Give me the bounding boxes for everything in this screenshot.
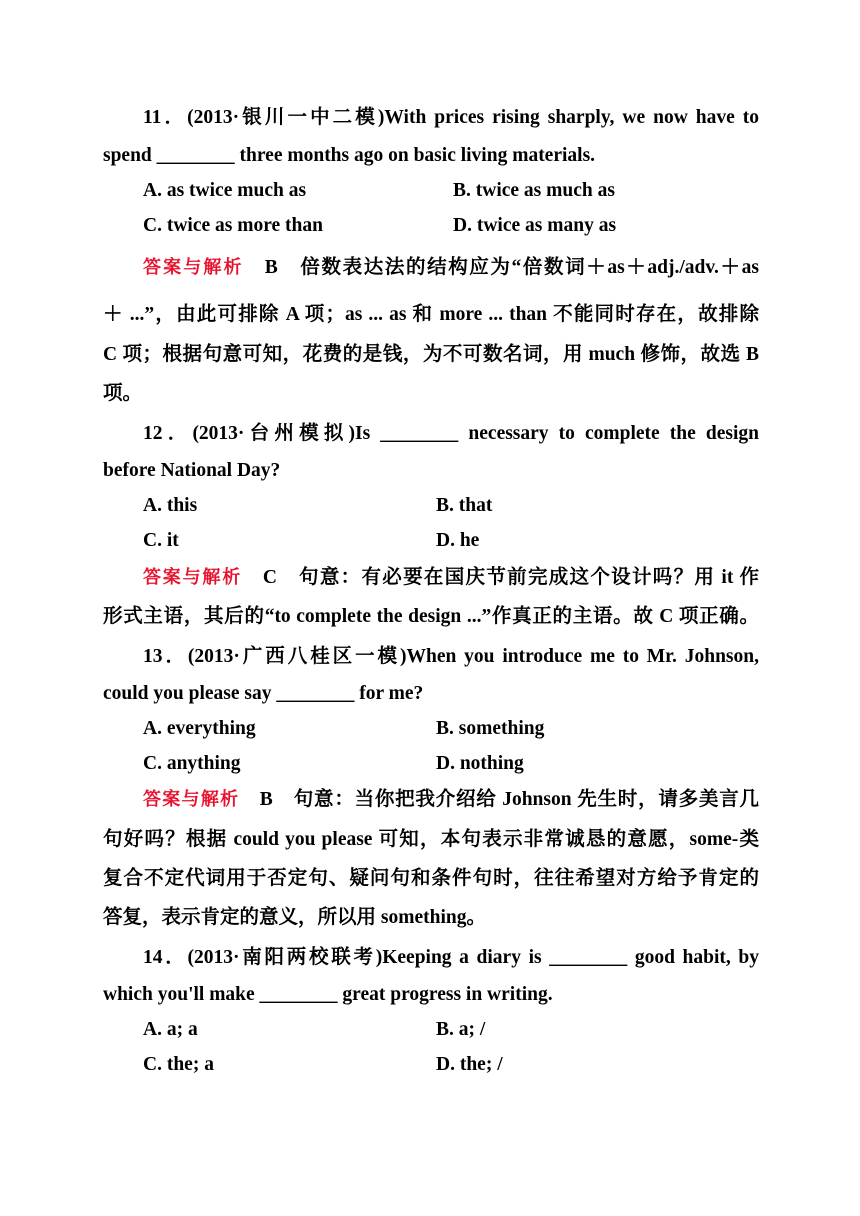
q14-option-a: A. a; a <box>143 1019 198 1040</box>
q11-option-d: D. twice as many as <box>453 215 617 236</box>
q13-answer-label: 答案与解析 <box>143 789 240 810</box>
q12-explanation-line-2: 形式主语，其后的“to complete the design ...”作真正的主语。故 C 项正确。 <box>103 606 759 627</box>
q13-explanation-line-3: 复合不定代词用于否定句、疑问句和条件句时，往往希望对方给予肯定的 <box>103 868 759 889</box>
q11-option-a: A. as twice much as <box>143 180 307 201</box>
q11-explanation-line-2: ＋ ...”，由此可排除 A 项；as ... as 和 more ... than 不能同时存在，故排除 <box>103 304 759 325</box>
q11-answer-label: 答案与解析 <box>143 257 244 278</box>
q13-option-a: A. everything <box>143 718 256 739</box>
question-13-stem-cont: could you please say ________ for me? <box>103 683 424 704</box>
question-14-stem-cont: which you'll make ________ great progress in writing. <box>103 984 553 1005</box>
q11-explanation-line-4: 项。 <box>103 383 143 404</box>
question-12-stem: 12．(2013·台州模拟)Is ________ necessary to complete the design <box>143 423 759 444</box>
question-13-stem: 13．(2013·广西八桂区一模)When you introduce me to Mr. Johnson, <box>143 646 759 667</box>
q11-option-c: C. twice as more than <box>143 215 323 236</box>
q13-explanation-line-4: 答复，表示肯定的意义，所以用 something。 <box>103 907 486 928</box>
q13-explanation-line-2: 句好吗？根据 could you please 可知，本句表示非常诚恳的意愿，some-类 <box>103 829 759 850</box>
q12-explanation-text: C 句意：有必要在国庆节前完成这个设计吗？用 it 作 <box>262 567 759 588</box>
q11-option-b: B. twice as much as <box>453 180 615 201</box>
question-12-stem-cont: before National Day? <box>103 460 281 481</box>
q13-option-c: C. anything <box>143 753 241 774</box>
question-14-stem: 14．(2013·南阳两校联考)Keeping a diary is ________ good habit, by <box>143 947 759 968</box>
q12-option-c: C. it <box>143 530 179 551</box>
q12-option-b: B. that <box>436 495 493 516</box>
q12-option-d: D. he <box>436 530 480 551</box>
q14-option-d: D. the; / <box>436 1054 503 1075</box>
q12-explanation-line-1 <box>143 565 759 591</box>
q11-explanation-line-1 <box>143 255 759 281</box>
q14-option-b: B. a; / <box>436 1019 486 1040</box>
q13-explanation-text: B 句意：当你把我介绍给 Johnson 先生时，请多美言几 <box>259 789 759 810</box>
q13-option-b: B. something <box>436 718 545 739</box>
q13-explanation-line-1 <box>143 787 759 813</box>
question-11-stem-cont: spend ________ three months ago on basic living materials. <box>103 145 596 166</box>
question-11-stem: 11．(2013·银川一中二模)With prices rising sharply, we now have to <box>143 107 759 128</box>
q11-explanation-line-3: C 项；根据句意可知，花费的是钱，为不可数名词，用 much 修饰，故选 B <box>103 344 759 365</box>
q12-option-a: A. this <box>143 495 198 516</box>
q12-answer-label: 答案与解析 <box>143 567 243 588</box>
q13-option-d: D. nothing <box>436 753 524 774</box>
q11-explanation-text: B 倍数表达法的结构应为“倍数词＋as＋adj./adv.＋as <box>264 257 759 278</box>
q14-option-c: C. the; a <box>143 1054 214 1075</box>
